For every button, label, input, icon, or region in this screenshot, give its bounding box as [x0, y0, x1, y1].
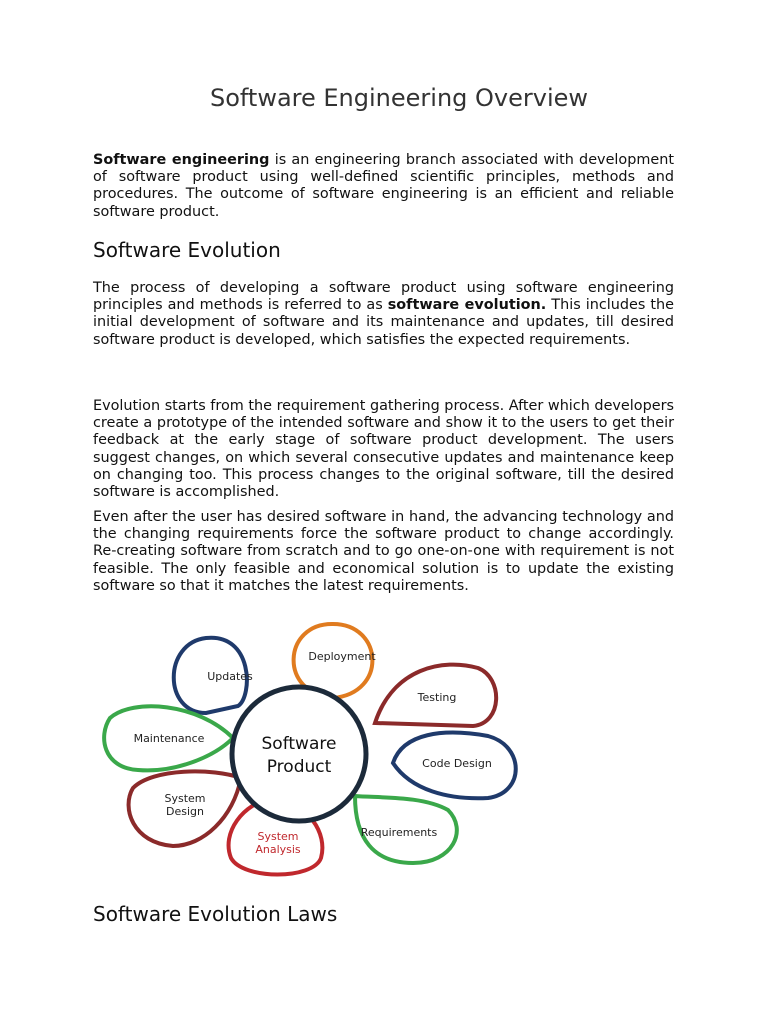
intro-paragraph [93, 152, 674, 221]
center-line-1: Software [261, 734, 337, 754]
label-system-design-1: System [164, 792, 206, 805]
label-updates: Updates [207, 670, 253, 683]
label-maintenance: Maintenance [133, 732, 205, 745]
center-software-product [232, 687, 366, 821]
evolution-paragraph-3: Even after the user has desired software in hand, the advancing technology and the changing requirements force the software product to change accordingly. Re-creating software from scratch and to go one-on-one with requirement is not feasible. The only feasible and economical solution is to update the existing software so that it matches the latest requirements. [93, 509, 674, 594]
petal-requirements [355, 796, 457, 863]
p1-bold-term: software evolution. [387, 297, 547, 314]
intro-bold-term: Software engineering [93, 152, 270, 168]
label-system-design-2: Design [166, 805, 204, 818]
label-deployment: Deployment [308, 650, 376, 663]
section-heading-evolution: Software Evolution [93, 238, 281, 262]
evolution-paragraph-1 [93, 280, 674, 349]
petal-code-design [393, 733, 516, 799]
intro-text: is an engineering branch associated with development of software product using well-defined scientific principles, methods and procedures. The outcome of software engineering is an efficient and reliable software product. [93, 152, 674, 220]
evolution-paragraph-2: Evolution starts from the requirement gathering process. After which developers create a prototype of the intended software and show it to the users to get their feedback at the early stage of software product development. The users suggest changes, on which several consecutive updates and maintenance keep on changing too. This process changes to the original software, till the desired software is accomplished. [93, 398, 674, 501]
petal-updates [174, 638, 253, 713]
petal-system-design [129, 771, 241, 846]
label-system-analysis-1: System [257, 830, 299, 843]
petal-maintenance [104, 706, 233, 770]
center-line-2: Product [266, 757, 332, 777]
label-requirements: Requirements [360, 826, 438, 839]
software-evolution-diagram [93, 618, 533, 884]
section-heading-laws: Software Evolution Laws [93, 902, 338, 926]
label-code-design: Code Design [422, 757, 492, 770]
label-testing: Testing [417, 691, 457, 704]
p1-text-before: The process of developing a software product using software engineering principles and methods is referred to as [93, 280, 674, 314]
p1-text-after: This includes the initial development of software and its maintenance and updates, till desired software product is developed, which satisfies the expected requirements. [93, 297, 674, 348]
petal-testing [375, 665, 496, 726]
page-title: Software Engineering Overview [209, 84, 589, 112]
label-system-analysis-2: Analysis [255, 843, 301, 856]
